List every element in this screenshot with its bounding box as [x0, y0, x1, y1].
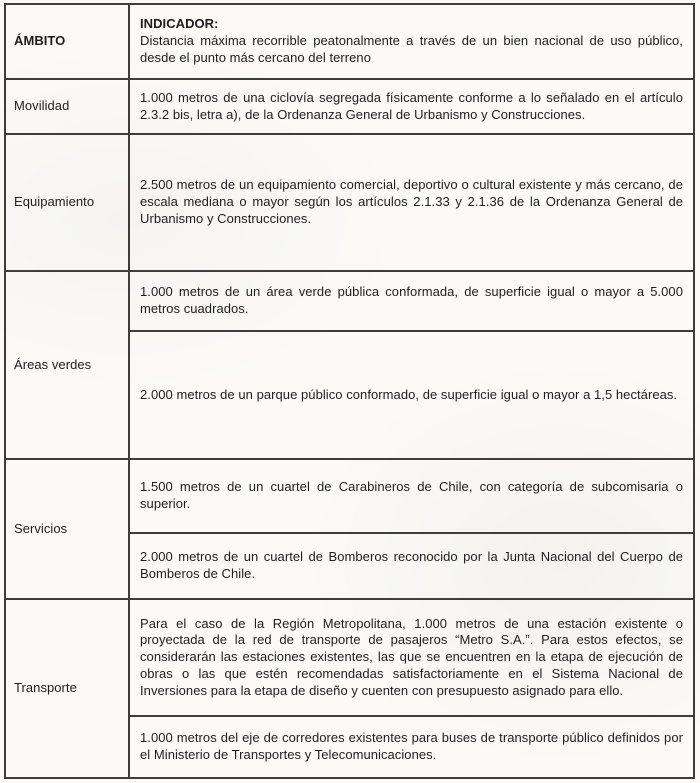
ambito-cell-areas-verdes: Áreas verdes: [5, 271, 129, 459]
table-header-row: [5, 4, 694, 79]
indicador-cell-transporte-2: 1.000 metros del eje de corredores existentes para buses de transporte público definidos por el Ministerio de Transportes y Telecomunicaciones.: [129, 716, 694, 778]
table-row-equipamiento: [5, 134, 694, 271]
table-row-areas-verdes-1: [5, 271, 694, 331]
ambito-cell-servicios: Servicios: [5, 459, 129, 599]
indicador-cell-movilidad-1: 1.000 metros de una ciclovía segregada físicamente conforme a lo señalado en el artículo 2.3.2 bis, letra a), de la Ordenanza General de Urbanismo y Construcciones.: [129, 79, 694, 134]
ambito-cell-equipamiento: Equipamiento: [5, 134, 129, 271]
indicador-header-cell: [129, 4, 694, 79]
ambito-cell-movilidad: Movilidad: [5, 79, 129, 134]
table-row-movilidad: [5, 79, 694, 134]
indicador-cell-servicios-1: 1.500 metros de un cuartel de Carabineros de Chile, con categoría de subcomisaria o superior.: [129, 459, 694, 533]
indicador-cell-areas-verdes-1: 1.000 metros de un área verde pública conformada, de superficie igual o mayor a 5.000 metros cuadrados.: [129, 271, 694, 331]
ambito-indicador-table: [4, 3, 695, 779]
indicador-cell-equipamiento-1: 2.500 metros de un equipamiento comercial, deportivo o cultural existente y más cercano, de escala mediana o mayor según los artículos 2.1.33 y 2.1.36 de la Ordenanza General de Urbanismo y Construcciones.: [129, 134, 694, 271]
ambito-cell-transporte: Transporte: [5, 599, 129, 778]
indicador-header-label: INDICADOR:: [140, 16, 219, 32]
indicador-cell-areas-verdes-2: 2.000 metros de un parque público conformado, de superficie igual o mayor a 1,5 hectáreas.: [129, 331, 694, 459]
ambito-header-cell: ÁMBITO: [5, 4, 129, 79]
indicador-cell-servicios-2: 2.000 metros de un cuartel de Bomberos reconocido por la Junta Nacional del Cuerpo de Bomberos de Chile.: [129, 533, 694, 599]
indicador-header-description: Distancia máxima recorrible peatonalmente a través de un bien nacional de uso público, desde el punto más cercano del terreno: [140, 33, 683, 65]
table-row-transporte-1: [5, 599, 694, 716]
table-row-servicios-1: [5, 459, 694, 533]
indicador-cell-transporte-1: Para el caso de la Región Metropolitana, 1.000 metros de una estación existente o proyectada de la red de transporte de pasajeros “Metro S.A.”. Para estos efectos, se considerarán las estaciones existentes, las que se encuentren en la etapa de ejecución de obras o las que estén recomendadas satisfactoriamente en el Sistema Nacional de Inversiones para la etapa de diseño y cuenten con presupuesto asignado para ello.: [129, 599, 694, 716]
